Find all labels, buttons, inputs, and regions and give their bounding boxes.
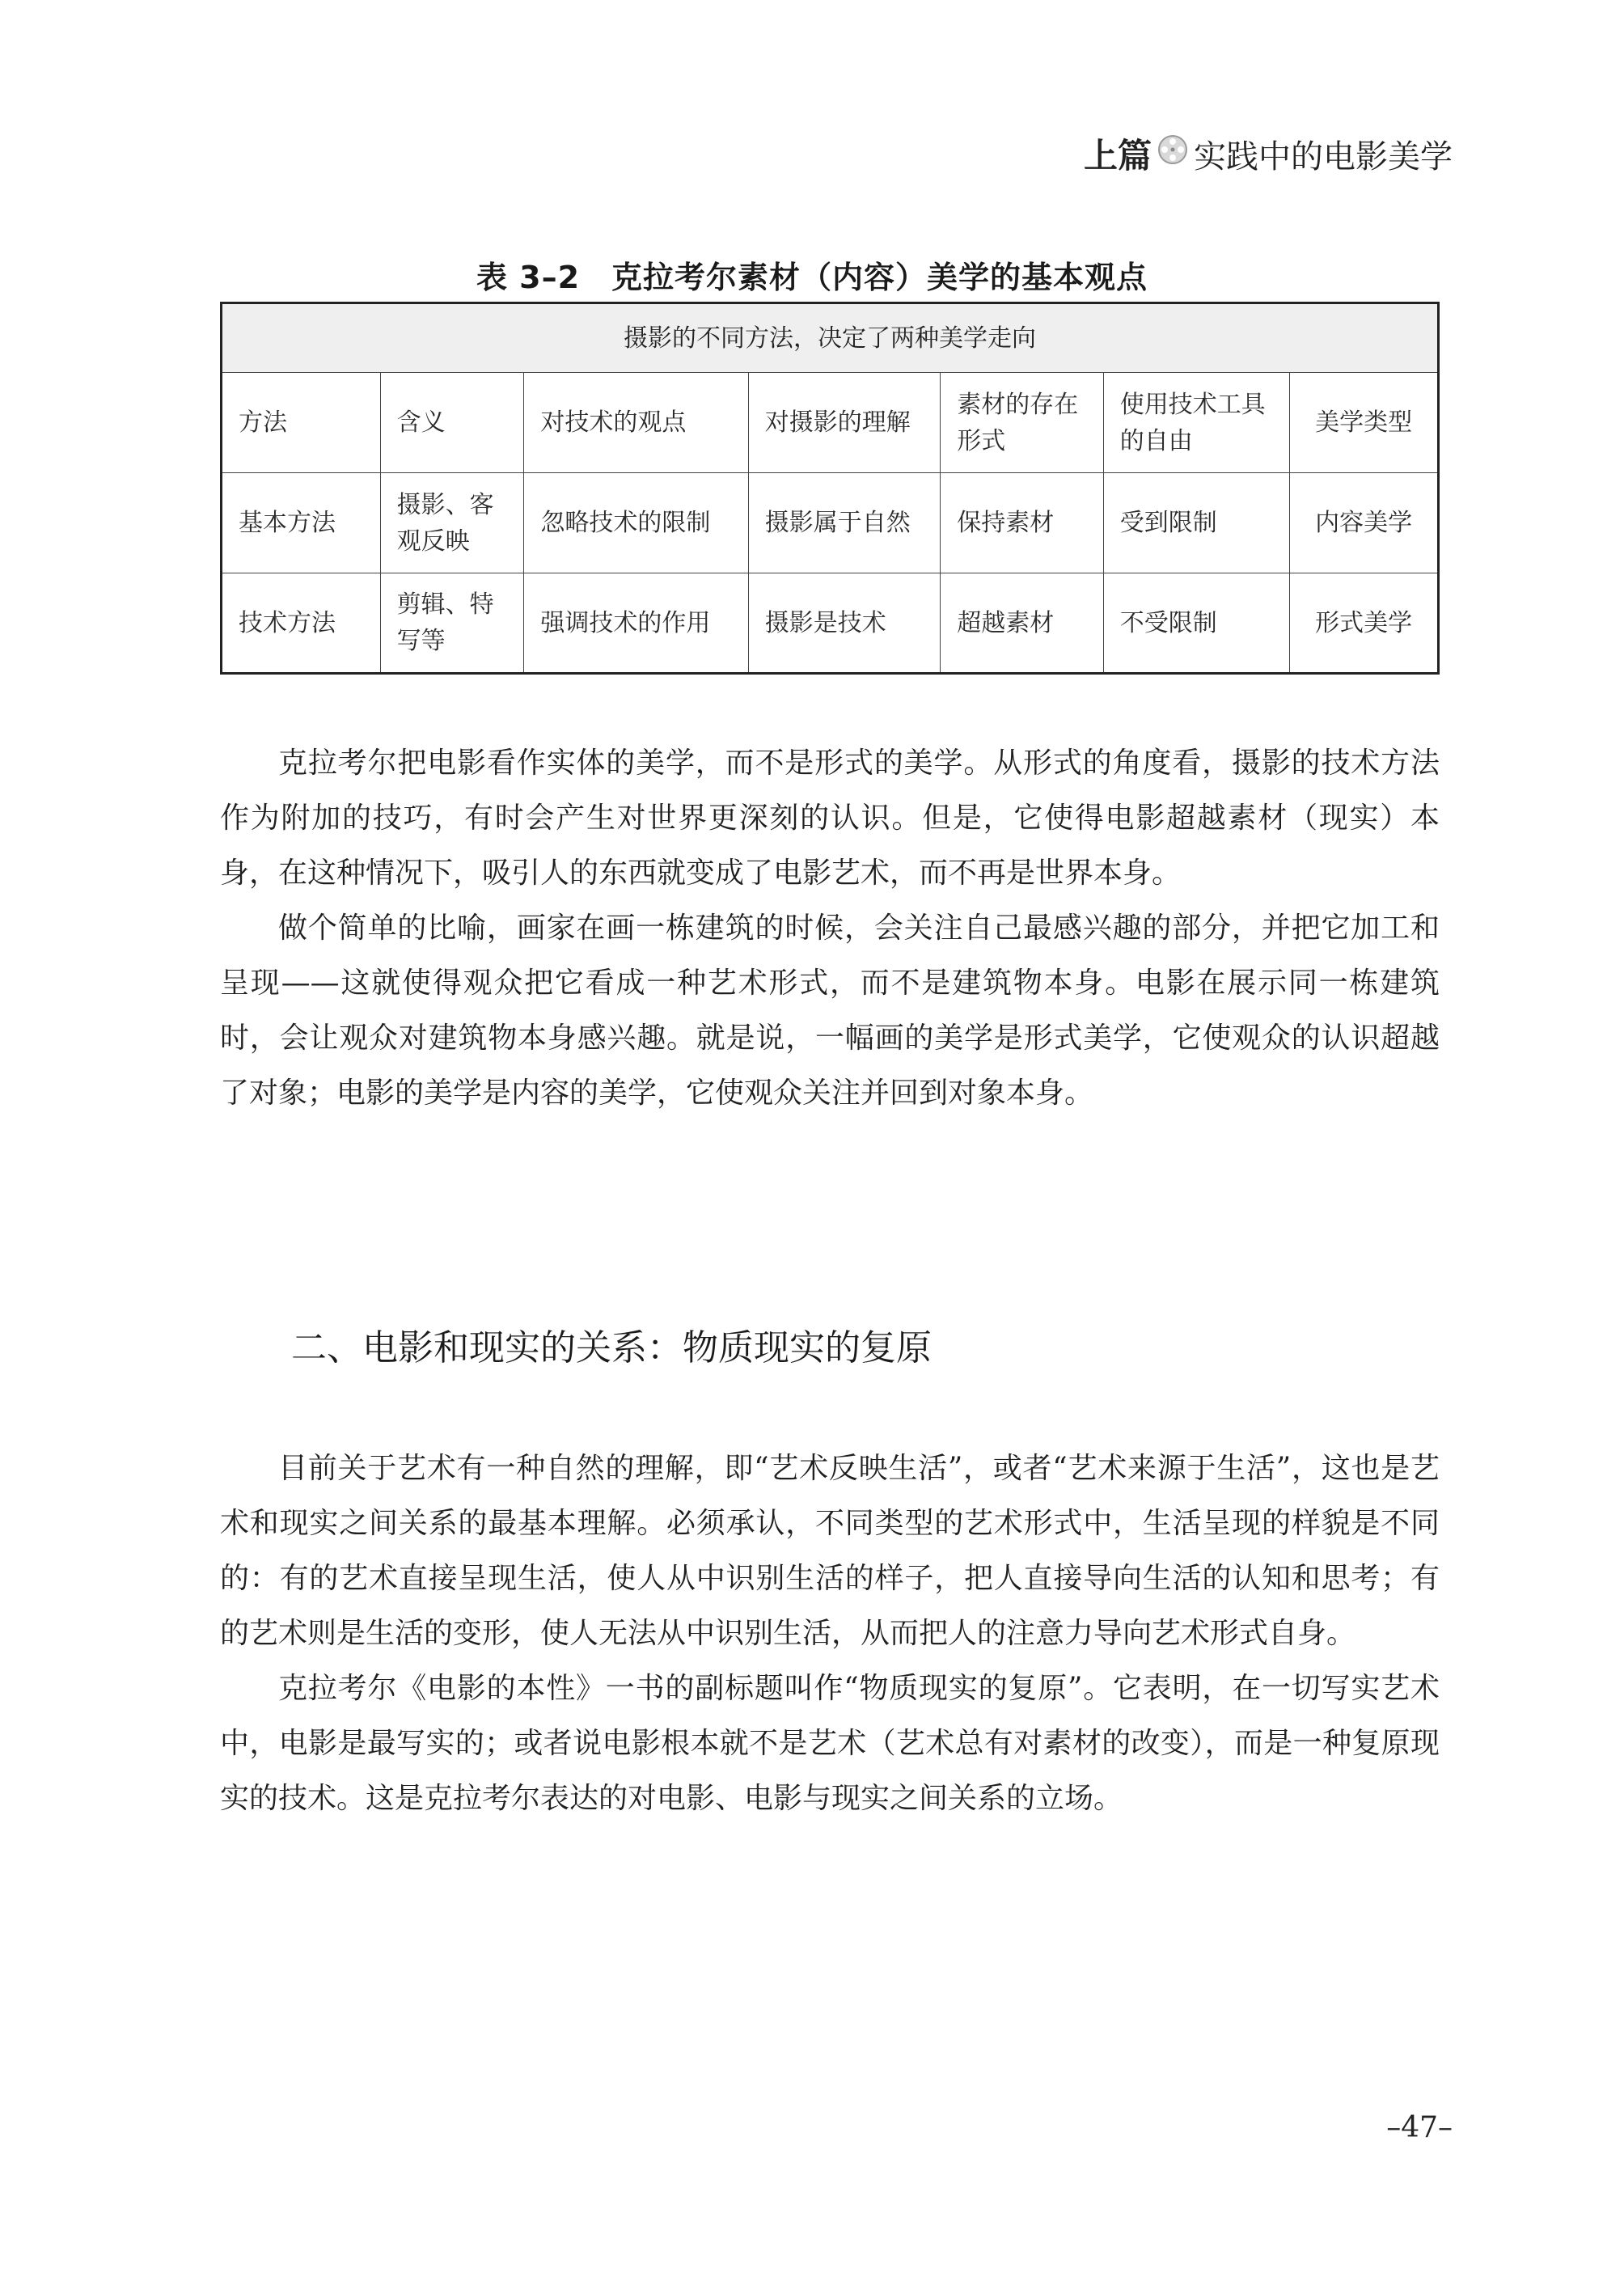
paragraph: 做个简单的比喻，画家在画一栋建筑的时候，会关注自己最感兴趣的部分，并把它加工和呈现——这就使得观众把它看成一种艺术形式，而不是建筑物本身。电影在展示同一栋建筑时，会让观众对建筑物本身感兴趣。就是说，一幅画的美学是形式美学，它使观众的认识超越了对象；电影的美学是内容的美学，它使观众关注并回到对象本身。 (220, 912, 1440, 1110)
table-cell: 基本方法 (222, 473, 381, 573)
film-reel-icon (1157, 133, 1189, 174)
paragraph: 目前关于艺术有一种自然的理解，即“艺术反映生活”，或者“艺术来源于生活”，这也是艺术和现实之间关系的最基本理解。必须承认，不同类型的艺术形式中，生活呈现的样貌是不同的：有的艺术直接呈现生活，使人从中识别生活的样子，把人直接导向生活的认知和思考；有的艺术则是生活的变形，使人无法从中识别生活，从而把人的注意力导向艺术形式自身。 (220, 1452, 1440, 1650)
header-part: 上篇 (1083, 136, 1152, 176)
table-cell: 超越素材 (941, 573, 1104, 674)
paragraph: 克拉考尔《电影的本性》一书的副标题叫作“物质现实的复原”。它表明，在一切写实艺术中，电影是最写实的；或者说电影根本就不是艺术（艺术总有对素材的改变），而是一种复原现实的技术。这是克拉考尔表达的对电影、电影与现实之间关系的立场。 (220, 1672, 1440, 1815)
table-span-header: 摄影的不同方法，决定了两种美学走向 (222, 303, 1439, 373)
table-header-row (222, 373, 1439, 473)
column-header: 美学类型 (1290, 373, 1439, 473)
table-cell: 摄影属于自然 (748, 473, 940, 573)
table-caption: 表 3–2 克拉考尔素材（内容）美学的基本观点 (476, 260, 1148, 295)
table-cell: 强调技术的作用 (524, 573, 748, 674)
table-cell: 受到限制 (1103, 473, 1290, 573)
column-header: 含义 (380, 373, 524, 473)
section-heading: 二、电影和现实的关系：物质现实的复原 (291, 1327, 932, 1369)
column-header: 对技术的观点 (524, 373, 748, 473)
table-cell: 形式美学 (1290, 573, 1439, 674)
column-header: 对摄影的理解 (748, 373, 940, 473)
table-cell: 摄影是技术 (748, 573, 940, 674)
views-table (220, 302, 1440, 675)
table-cell: 忽略技术的限制 (524, 473, 748, 573)
table-row (222, 573, 1439, 674)
body-text-block-2 (220, 1441, 1440, 1826)
body-text-block-1 (220, 736, 1440, 1121)
table-cell: 保持素材 (941, 473, 1104, 573)
column-header: 方法 (222, 373, 381, 473)
paragraph: 克拉考尔把电影看作实体的美学，而不是形式的美学。从形式的角度看，摄影的技术方法作为附加的技巧，有时会产生对世界更深刻的认识。但是，它使得电影超越素材（现实）本身，在这种情况下，吸引人的东西就变成了电影艺术，而不再是世界本身。 (220, 747, 1440, 890)
table-cell: 摄影、客观反映 (380, 473, 524, 573)
table-row (222, 473, 1439, 573)
column-header: 素材的存在形式 (941, 373, 1104, 473)
table-cell: 内容美学 (1290, 473, 1439, 573)
page-number: –47– (1386, 2111, 1453, 2144)
running-header (1084, 129, 1453, 178)
table-cell: 剪辑、特写等 (380, 573, 524, 674)
table-cell: 技术方法 (222, 573, 381, 674)
header-title: 实践中的电影美学 (1194, 137, 1453, 176)
column-header: 使用技术工具的自由 (1103, 373, 1290, 473)
table-cell: 不受限制 (1103, 573, 1290, 674)
